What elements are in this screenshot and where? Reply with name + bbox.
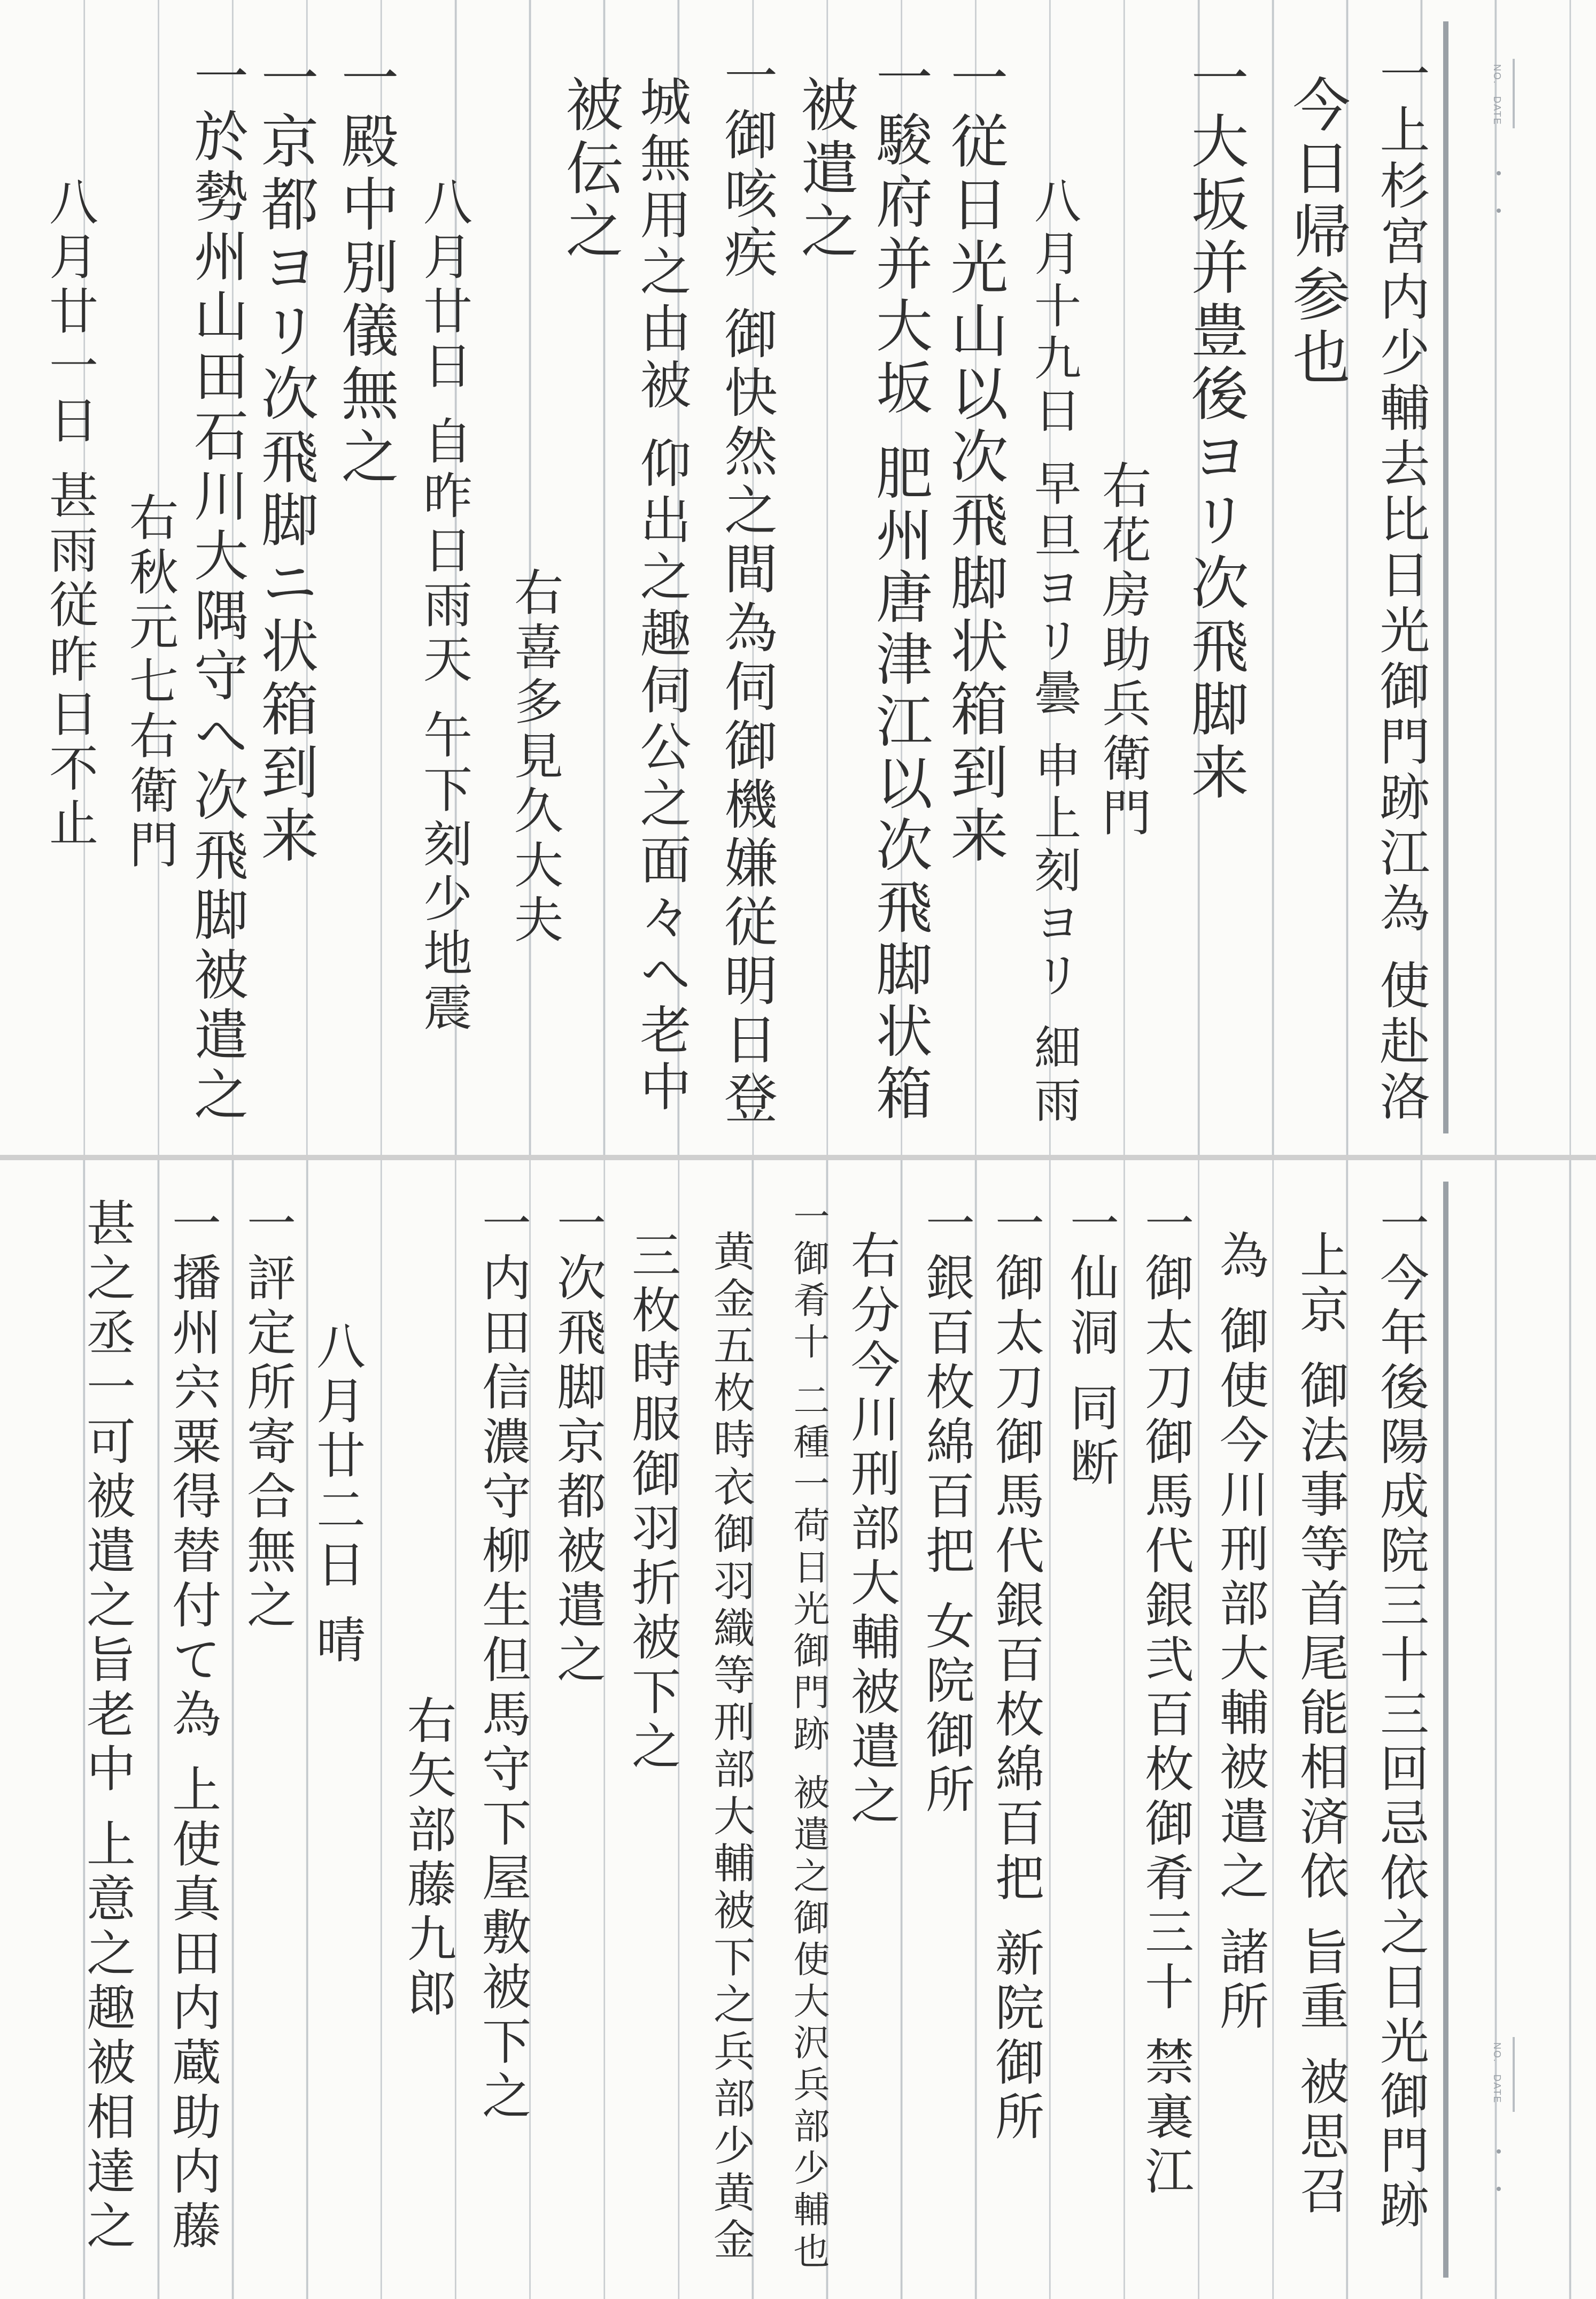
- column-6: 一従日光山以次飛脚状箱到来: [941, 48, 1008, 868]
- column-5: 八月十九日 早旦ヨリ曇 申上刻ヨリ 細雨: [1027, 176, 1082, 1128]
- column-2: 上京 御法事等首尾能相済依 旨重 被思召: [1292, 1230, 1349, 2220]
- column-2: 今日帰参也: [1283, 75, 1350, 390]
- footer-meta: [1475, 2037, 1566, 2197]
- date-dot: [1497, 209, 1501, 213]
- page-gap: [0, 1155, 1596, 1160]
- no-line: [1513, 59, 1515, 128]
- column-1: 一上杉宮内少輔去比日光御門跡江為 使赴洛: [1371, 48, 1429, 1126]
- column-10: 黄金五枚時衣御羽織等刑部大輔被下之兵部少黄金: [707, 1230, 755, 2265]
- margin-rule: [1443, 21, 1448, 1133]
- column-11: 被伝之: [556, 75, 623, 264]
- column-12: 一次飛脚京都被遣之: [549, 1198, 606, 1688]
- date-label: DATE: [1492, 96, 1502, 126]
- header-meta: [1475, 59, 1566, 219]
- date-label: DATE: [1492, 2074, 1502, 2104]
- no-line: [1513, 2037, 1515, 2112]
- column-17: 右秋元七右衛門: [121, 492, 179, 874]
- column-4: 一御太刀御馬代銀弐百枚御肴三十 禁裏江: [1137, 1198, 1194, 2201]
- column-9: 一御肴十 二種一荷日光御門跡 被遣之御使大沢兵部少輔也: [787, 1198, 830, 2274]
- column-3: 為 御使今川刑部大輔被遣之 諸所: [1212, 1230, 1269, 2035]
- column-14: 右矢部藤九郎: [399, 1695, 456, 2022]
- column-10: 城無用之由被 仰出之趣伺公之面々へ老中: [632, 75, 692, 1117]
- no-label: NO.: [1492, 2042, 1502, 2063]
- column-7: 一駿府并大坂 肥州唐津江以次飛脚状箱: [867, 48, 933, 1126]
- column-3: 一大坂并豊後ヨリ次飛脚来: [1181, 48, 1248, 805]
- column-13: 一内田信濃守柳生但馬守下屋敷被下之: [474, 1198, 531, 2125]
- column-13: 八月廿日 自昨日雨天 午下刻少地震: [415, 176, 472, 1037]
- column-16: 一於勢州山田石川大隅守へ次飛脚被遣之: [185, 48, 249, 1126]
- column-6: 一御太刀御馬代銀百枚綿百把 新院御所: [987, 1198, 1044, 2146]
- column-11: 三枚時服御羽折被下之: [624, 1230, 681, 1775]
- no-label: NO.: [1492, 64, 1502, 85]
- date-dot: [1497, 171, 1501, 175]
- column-8: 被遣之: [791, 75, 858, 264]
- column-1: 一今年後陽成院三十三回忌依之日光御門跡: [1372, 1198, 1429, 2234]
- date-dot: [1497, 2149, 1501, 2154]
- column-9: 一御咳疾 御快然之間為伺御機嫌従明日登: [715, 48, 778, 1129]
- column-17: 一播州宍粟得替付て為 上使真田内蔵助内藤: [164, 1198, 221, 2255]
- margin-rule: [1443, 1182, 1448, 2278]
- column-7: 一銀百枚綿百把 女院御所: [918, 1198, 975, 1819]
- column-15: 一京都ヨリ次飛脚ニ状箱到来: [251, 48, 318, 868]
- bottom-notebook-page: [0, 1160, 1596, 2299]
- column-18: 八月廿一日 甚雨従昨日不止: [41, 176, 98, 852]
- column-18: 甚之丞一可被遣之旨老中 上意之趣被相達之: [79, 1198, 136, 2255]
- column-15: 八月廿二日 晴: [308, 1321, 366, 1669]
- column-4: 右花房助兵衛門: [1094, 460, 1151, 842]
- column-14: 一殿中別儀無之: [331, 48, 398, 490]
- column-8: 右分今川刑部大輔被遣之: [843, 1230, 900, 1830]
- column-12: 右喜多見久大夫: [506, 567, 563, 948]
- date-dot: [1497, 2187, 1501, 2191]
- column-5: 一仙洞 同断: [1062, 1198, 1119, 1492]
- column-16: 一評定所寄合無之: [239, 1198, 296, 1634]
